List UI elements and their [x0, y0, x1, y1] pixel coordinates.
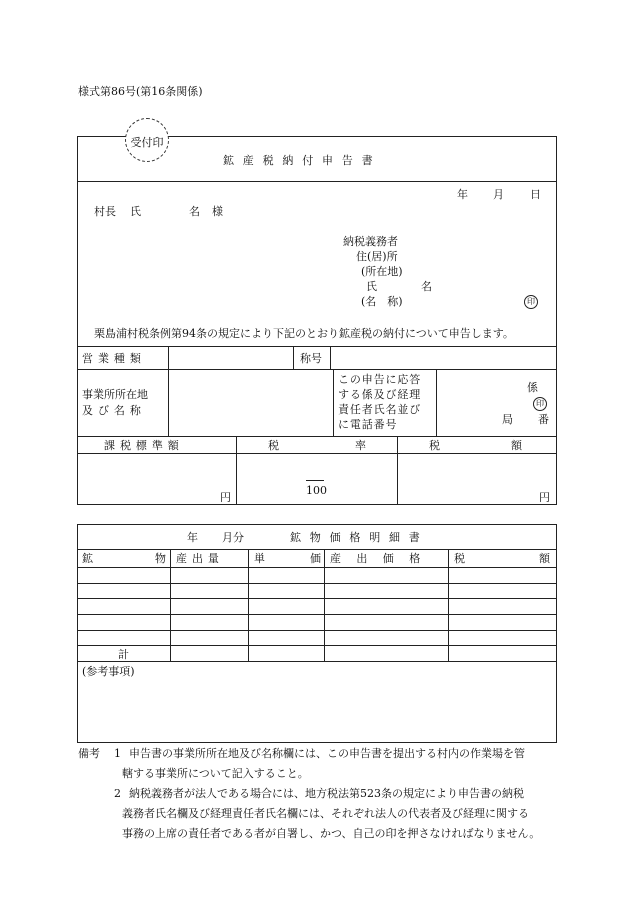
detail-row-line [77, 630, 557, 631]
date-year: 年 [457, 188, 468, 201]
detail-month: 月分 [222, 531, 244, 544]
responder-line-2: する係及び経理 [338, 388, 422, 401]
header-tax-a: 税 [454, 552, 465, 565]
rate-fraction-bar [306, 480, 324, 481]
reference-label: (参考事項) [82, 665, 135, 678]
tax-amount-header-1: 税 [429, 439, 440, 452]
office-location-label-2: 及び名称 [82, 404, 146, 417]
taxpayer-label: 納税義務者 [343, 235, 398, 248]
header-tax-b: 額 [539, 552, 550, 565]
rate-denominator: 100 [306, 484, 327, 497]
form-title: 鉱産税納付申告書 [223, 154, 382, 167]
tax-col-divider-b [397, 436, 398, 505]
responder-line-1: この申告に応答 [338, 373, 422, 386]
detail-row-line [77, 567, 557, 568]
header-mineral-a: 鉱 [82, 552, 93, 565]
note-1-line-2: 轄する事業所について記入すること。 [122, 767, 309, 780]
taxpayer-seal-mark: 印 [524, 295, 538, 309]
reception-stamp-label: 受付印 [130, 136, 164, 149]
office-location-label-1: 事業所所在地 [82, 388, 148, 401]
detail-row-line [77, 583, 557, 584]
taxpayer-address: 住(居)所 [356, 250, 398, 263]
note-2-line-2: 義務者氏名欄及び経理責任者氏名欄には、それぞれ法人の代表者及び経理に関する [122, 807, 529, 820]
row1-divider-c [330, 346, 331, 369]
row2-divider-a [168, 369, 169, 436]
contact-ban: 番 [538, 413, 549, 426]
detail-year: 年 [187, 531, 198, 544]
note-1-line-1: 申告書の事業所所在地及び名称欄には、この申告書を提出する村内の作業場を管 [129, 747, 525, 760]
note-2-number: 2 [114, 787, 121, 800]
taxpayer-name-shi: 氏 [366, 280, 377, 293]
note-2-line-3: 事務の上席の責任者である者が自署し、かつ、自己の印を押さなければなりません。 [122, 827, 541, 840]
form-id: 様式第86号(第16条関係) [78, 85, 203, 98]
header-unit-price-b: 価 [310, 552, 321, 565]
header-mineral-b: 物 [155, 552, 166, 565]
taxpayer-name-sub: (名 称) [361, 295, 403, 308]
detail-row-line [77, 614, 557, 615]
tax-header-top-border [77, 436, 557, 437]
tax-amount-yen: 円 [539, 491, 550, 504]
detail-total-bottom-border [77, 661, 557, 662]
row1-top-border [77, 346, 557, 347]
addressee-sama: 様 [212, 205, 223, 218]
notes-label: 備考 [78, 747, 100, 760]
responder-line-3: 責任者氏名並び [338, 403, 422, 416]
trade-name-label: 称号 [300, 352, 322, 365]
tax-amount-header-2: 額 [511, 439, 522, 452]
row2-divider-c [436, 369, 437, 436]
tax-rate-header-1: 税 [268, 439, 279, 452]
header-output-qty: 産出量 [176, 552, 224, 565]
detail-title: 鉱物価格明細書 [290, 531, 429, 544]
row1-divider-a [168, 346, 169, 369]
taxpayer-address-sub: (所在地) [361, 265, 403, 278]
responder-line-4: に電話番号 [338, 418, 398, 431]
detail-row-line [77, 645, 557, 646]
note-1-number: 1 [114, 747, 121, 760]
addressee-shi: 氏 [130, 205, 141, 218]
detail-row-line [77, 598, 557, 599]
declaration-text: 栗島浦村税条例第94条の規定により下記のとおり鉱産税の納付について申告します。 [94, 327, 514, 340]
addressee-village-chief: 村長 [94, 205, 116, 218]
contact-kyoku: 局 [502, 413, 513, 426]
business-type-label: 営業種類 [82, 352, 146, 365]
tax-header-bottom-border [77, 453, 557, 454]
detail-total-label: 計 [118, 648, 129, 661]
header-unit-price-a: 単 [254, 552, 265, 565]
row2-divider-b [333, 369, 334, 436]
header-output-value: 産出価格 [330, 552, 436, 565]
tax-rate-header-2: 率 [355, 439, 366, 452]
tax-base-header: 課税標準額 [104, 439, 184, 452]
reception-stamp-circle [125, 118, 169, 162]
contact-kakari: 係 [527, 381, 538, 394]
row1-divider-b [293, 346, 294, 369]
title-divider [77, 181, 557, 182]
tax-col-divider-a [236, 436, 237, 505]
addressee-mei: 名 [189, 205, 200, 218]
date-month: 月 [493, 188, 504, 201]
detail-title-divider [77, 549, 557, 550]
taxpayer-name-mei: 名 [421, 280, 432, 293]
contact-seal-mark: 印 [533, 397, 547, 411]
row2-top-border [77, 369, 557, 370]
date-day: 日 [530, 188, 541, 201]
tax-base-yen: 円 [220, 491, 231, 504]
note-2-line-1: 納税義務者が法人である場合には、地方税法第523条の規定により申告書の納税 [129, 787, 524, 800]
